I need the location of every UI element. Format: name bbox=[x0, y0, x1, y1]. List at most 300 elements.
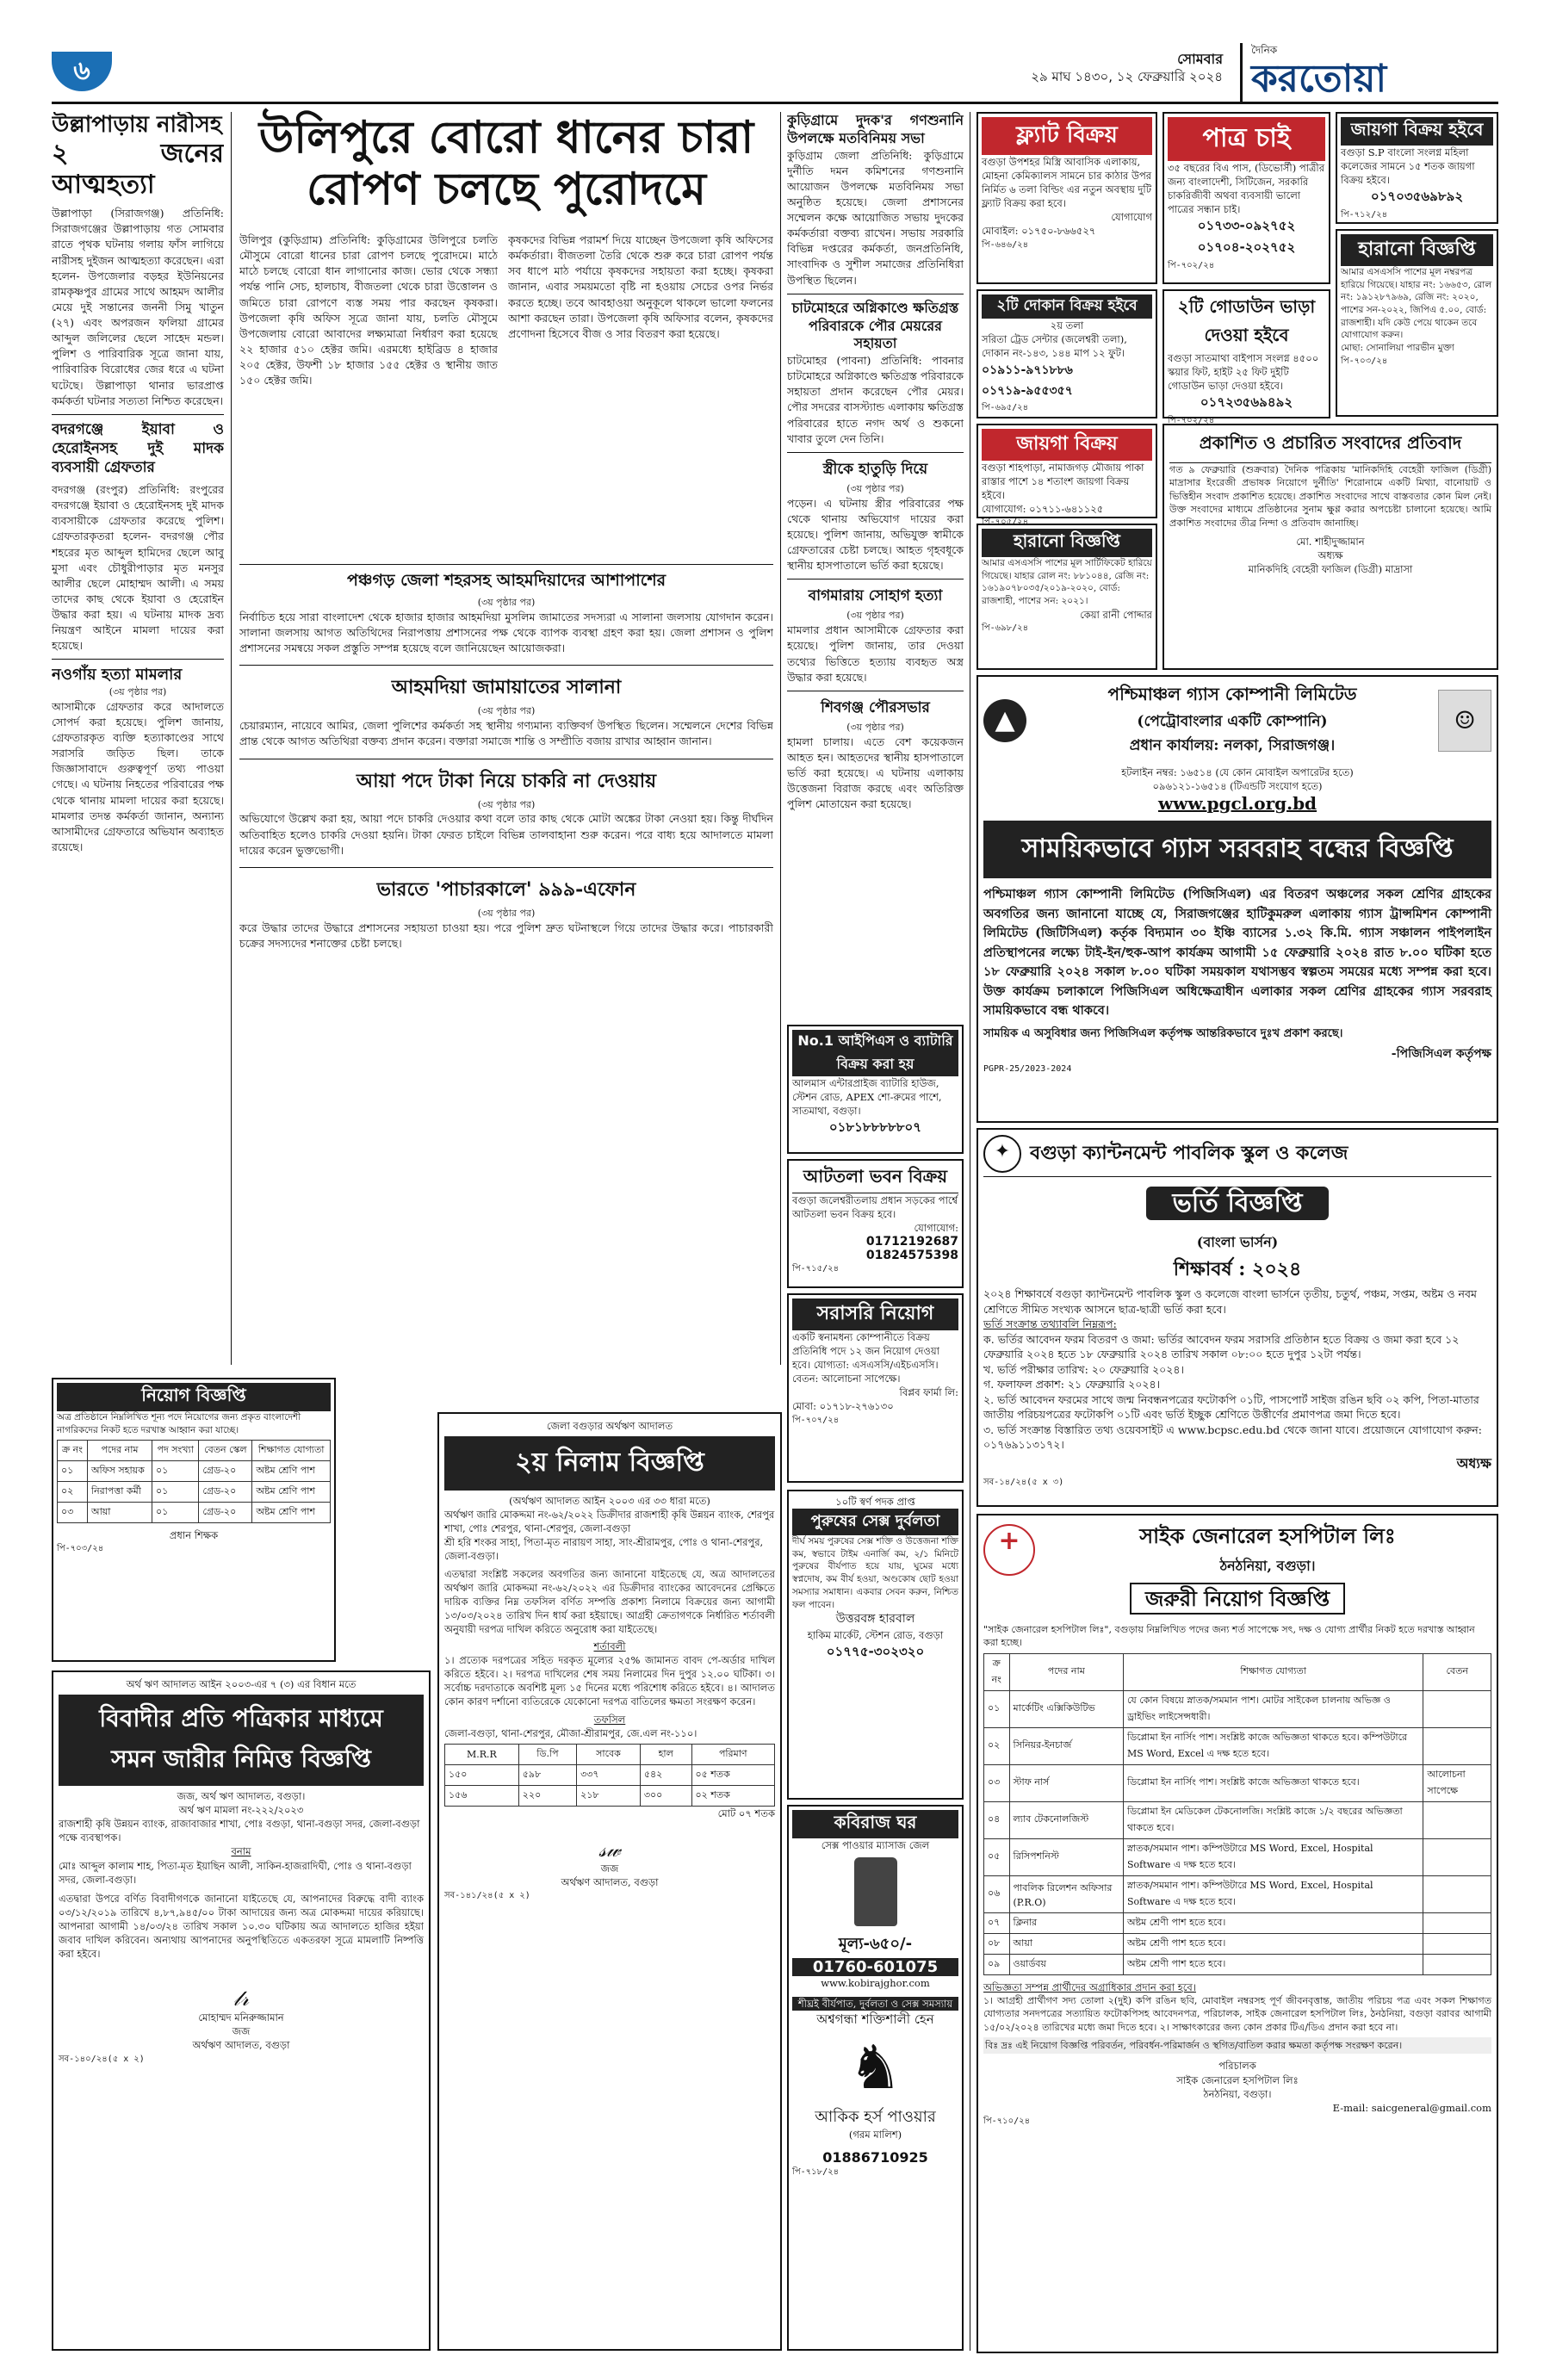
signature-mark-icon: 𝓈𝓌 bbox=[598, 1837, 621, 1862]
signer-name: মো. শাহীদুজ্জামান bbox=[1296, 535, 1365, 548]
table-header-cell: পদের নাম bbox=[87, 1441, 152, 1461]
table-cell: রিসিপশনিস্ট bbox=[1009, 1838, 1123, 1875]
hospital-logo-icon: + bbox=[983, 1524, 1035, 1576]
table-cell bbox=[1423, 1875, 1491, 1912]
masthead bbox=[1240, 43, 1498, 103]
table-cell: গ্রেড-২০ bbox=[199, 1503, 252, 1523]
notice-body: পশ্চিমাঞ্চল গ্যাস কোম্পানী লিমিটেড (পিজিসিএল) এর বিতরণ অঞ্চলের সকল শ্রেণির গ্রাহকের অবগতির জন্য জানানো যাচ্ছে যে, সিরাজগঞ্জের হাটিকুমরুল এলাকায় গ্যাস ট্রান্সমিশন কোম্পানী লিমিটেড (জিটিসিএল) কর্তৃক বিদ্যমান ৩০ ইঞ্চি ব্যাসের ১.৩২ কি.মি. গ্যাস সঞ্চালন পাইপলাইন প্রতিস্থাপনের লক্ষ্যে টাই-ইন/হুক-আপ কার্যক্রম আগামী ১৫ ফেব্রুয়ারি ২০২৪ রাত ৮.০০ ঘটিকা হতে ১৮ ফেব্রুয়ারি ২০২৪ সকাল ৮.০০ ঘটিকা সময়কাল যথাসম্ভব স্বল্পতম সময়ের মধ্যে সম্পন্ন করা হবে। উক্ত কার্যক্রম চলাকালে পিজিসিএল অধিক্ষেত্রাধীন এলাকার সকল শ্রেণির গ্রাহকের গ্যাস সরবরাহ সাময়িকভাবে বন্ধ থাকবে। bbox=[983, 887, 1491, 1018]
table-row bbox=[984, 1764, 1491, 1801]
continuation-note: (৩য় পৃষ্ঠার পর) bbox=[477, 798, 536, 810]
signature: অধ্যক্ষ bbox=[1456, 1454, 1491, 1472]
table-cell: ডিপ্লোমা ইন মেডিকেল টেকনোলজি। সংশ্লিষ্ট কাজে ১/২ বছরের অভিজ্ঞতা থাকতে হবে। bbox=[1123, 1801, 1423, 1838]
date-line: ২৯ মাঘ ১৪৩০, ১২ ফেব্রুয়ারি ২০২৪ bbox=[1031, 69, 1223, 84]
table-cell: অষ্টম শ্রেণী পাশ হতে হবে। bbox=[1123, 1954, 1423, 1974]
table-header-cell: পদ সংখ্যা bbox=[152, 1441, 199, 1461]
ad-title: কবিরাজ ঘর bbox=[792, 1810, 958, 1838]
ad-name: মোছা: সোনালিয়া পারভীন মুক্তা bbox=[1341, 343, 1454, 354]
signer-title: পরিচালক bbox=[1218, 2060, 1256, 2073]
table-cell: স্নাতক/সমমান পাশ। কম্পিউটারে MS Word, Excel, Hospital Software এ দক্ষ হতে হবে। bbox=[1123, 1838, 1423, 1875]
notice-intro: "সাইক জেনারেল হসপিটাল লিঃ", বগুড়ায় নিম্নলিখিত পদের জন্য শর্ত সাপেক্ষে সৎ, দক্ষ ও যোগ্য প্রার্থীর নিকট হতে দরখাস্ত আহ্বান করা হচ্ছে। bbox=[983, 1624, 1475, 1649]
ad-body: বগুড়া সাতমাথা বাইপাস সংলগ্ন ৪৫০০ স্কয়ার ফিট, হাইট ২৫ ফিট দুইটি গোডাউন ভাড়া দেওয়া হইবে। bbox=[1168, 352, 1319, 393]
sub-headline: স্ত্রীকে হাতুড়ি দিয়ে bbox=[787, 452, 964, 482]
table-header-cell: পদের নাম bbox=[1009, 1653, 1123, 1690]
sub-headline: ভারতে 'পাচারকালে' ৯৯৯-এফোন bbox=[239, 867, 773, 907]
ad-title: প্রকাশিত ও প্রচারিত সংবাদের প্রতিবাদ bbox=[1169, 431, 1491, 463]
table-cell: ০১ bbox=[152, 1503, 199, 1523]
table-header-cell: হাল bbox=[640, 1744, 691, 1764]
table-header-cell: ক্র নং bbox=[984, 1653, 1010, 1690]
table-cell: অষ্টম শ্রেণী পাশ হতে হবে। bbox=[1123, 1912, 1423, 1933]
lead-body-left bbox=[239, 232, 498, 560]
ad-ref: পি-৭০৩/২৪ bbox=[57, 1544, 104, 1554]
ad-phone: ০১৮১৮৮৮৮৮০৭ bbox=[828, 1119, 922, 1136]
summons-title: বিবাদীর প্রতি পত্রিকার মাধ্যমে bbox=[99, 1704, 383, 1733]
ad-phone: ০১৭০৩৫৬৯৮৯২ bbox=[1370, 189, 1464, 205]
sub-headline: শিবগঞ্জ পৌরসভার bbox=[787, 691, 964, 721]
store-address: হাকিম মার্কেট, স্টেশন রোড, বগুড়া bbox=[807, 1628, 944, 1641]
version-label: (বাংলা ভার্সন) bbox=[1196, 1234, 1279, 1250]
table-cell: ২২০ bbox=[518, 1785, 576, 1806]
table-cell: ০৮ bbox=[984, 1933, 1010, 1954]
table-cell: আয়া bbox=[1009, 1933, 1123, 1954]
table-header-cell: ক্র নং bbox=[58, 1441, 88, 1461]
case-number: অর্থ ঋণ মামলা নং-২২২/২০২৩ bbox=[178, 1804, 304, 1817]
auction-title: ২য় নিলাম বিজ্ঞপ্তি bbox=[444, 1436, 775, 1491]
table-header-cell: শিক্ষাগত যোগ্যতা bbox=[252, 1441, 331, 1461]
table-header-cell: শিক্ষাগত যোগ্যতা bbox=[1123, 1653, 1423, 1690]
ad-title: অশ্বগন্ধা শক্তিশালী হেন bbox=[816, 2011, 934, 2028]
table-cell: ০১ bbox=[984, 1690, 1010, 1727]
ad-ref: সব-১৪০/২৪(৫ x ২) bbox=[59, 2054, 145, 2064]
ad-court-summons bbox=[52, 1670, 431, 2351]
column-rule bbox=[780, 112, 781, 1365]
ad-top: ১০টি স্বর্ণ পদক প্রাপ্ত bbox=[835, 1496, 915, 1508]
table-header-cell: বেতন bbox=[1423, 1653, 1491, 1690]
schedule-desc: জেলা-বগুড়া, থানা-শেরপুর, মৌজা-শ্রীরামপুর, জে.এল নং-১১০। bbox=[444, 1726, 698, 1739]
table-cell: ৩০০ bbox=[640, 1785, 691, 1806]
auction-body: এতদ্বারা সংশ্লিষ্ট সকলের অবগতির জন্য জানানো যাইতেছে যে, অত্র আদালতের অর্থঋণ জারি মোকদ্দমা নং-৬২/২০২২ এর ডিক্রীদার ব্যাংকের আবেদনের প্রেক্ষিতে দায়িক ব্যক্তির নিম্ন তফসিল বর্ণিত সম্পত্তি প্রকাশ্য নিলামে বিক্রয়ের জন্য আগামী ১৩/০৩/২০২৪ তারিখ দিন ধার্য করা হইয়াছে। আগ্রহী ক্রেতাগণকে নির্ধারিত শর্তাবলী অনুযায়ী দরপত্র দাখিল করিতে অনুরোধ করা যাইতেছে। bbox=[444, 1567, 775, 1635]
court-name: জজ, অর্থ ঋণ আদালত, বগুড়া। bbox=[177, 1790, 306, 1803]
table-cell: গ্রেড-২০ bbox=[199, 1482, 252, 1503]
continuation-note: (৩য় পৃষ্ঠার পর) bbox=[477, 597, 536, 608]
day-label: সোমবার bbox=[1177, 51, 1223, 67]
table-cell: ০৩ bbox=[58, 1503, 88, 1523]
article-body: নির্বাচিত হয়ে সারা বাংলাদেশ থেকে হাজার হাজার আহমদিয়া মুসলিম জামাতের সদস্যরা এ সালানা জলসায় যোগদান করেন। সালানা জলসায় আগত অতিথিদের নিরাপত্তায় প্রশাসনের পক্ষ থেকে ব্যাপক ব্যবস্থা গ্রহণ করা হয়। জেলা প্রশাসন ও পুলিশ প্রশাসনের সমন্বয়ে সকল প্রস্তুতি সম্পন্ন হয়েছে বলে জানিয়েছেন আয়োজকরা। bbox=[239, 610, 773, 655]
table-row bbox=[984, 1875, 1491, 1912]
table-row bbox=[58, 1503, 331, 1523]
hospital-name: সাইক জেনারেল হসপিটাল লিঃ bbox=[1139, 1523, 1396, 1548]
continuation-note: (৩য় পৃষ্ঠার পর) bbox=[846, 610, 904, 622]
ad-phone: ০১৭২৩৫৬৯৪৯২ bbox=[1200, 394, 1293, 411]
table-row bbox=[445, 1764, 775, 1785]
court-title: জেলা বগুড়ার অর্থঋণ আদালত bbox=[546, 1420, 673, 1432]
horse-icon: ♞ bbox=[848, 2032, 902, 2104]
notice-banner: সাময়িকভাবে গ্যাস সরবরাহ বন্ধের বিজ্ঞপ্তি bbox=[983, 821, 1491, 878]
price: মূল্য-৬৫০/- bbox=[838, 1935, 913, 1954]
ad-title: ২টি দোকান বিক্রয় হইবে bbox=[982, 294, 1152, 319]
ad-body: আলমাস এন্টারপ্রাইজ ব্যাটারি হাউজ, স্টেশন রোড, APEX শো-রুমের পাশে, সাতমাথা, বগুড়া। bbox=[792, 1077, 942, 1118]
table-cell: ০৫ bbox=[984, 1838, 1010, 1875]
table-cell: ০৪ bbox=[984, 1801, 1010, 1838]
ad-godown-rent bbox=[1162, 289, 1330, 426]
academic-year: শিক্ষাবর্ষ : ২০২৪ bbox=[1173, 1258, 1302, 1280]
article-body: চেয়ারম্যান, নায়েবে আমির, জেলা পুলিশের কর্মকর্তা সহ স্থানীয় গণ্যমান্য ব্যক্তিবর্গ উপস্থিত ছিলেন। সম্মেলনে দেশের বিভিন্ন প্রান্ত থেকে আগত অতিথিরা বক্তব্য প্রদান করেন। বক্তারা সমাজে শান্তি ও সম্প্রীতি বজায় রাখার আহ্বান জানান। bbox=[239, 719, 773, 748]
flame-logo-icon: ▲ bbox=[983, 699, 1026, 742]
table-cell: অষ্টম শ্রেণী পাশ হতে হবে। bbox=[1123, 1933, 1423, 1954]
table-row bbox=[984, 1801, 1491, 1838]
ad-contact-label: যোগাযোগ bbox=[1111, 211, 1152, 224]
table-cell: ৫৪২ bbox=[640, 1764, 691, 1785]
ad-title: ফ্ল্যাট বিক্রয় bbox=[982, 117, 1152, 155]
ad-title: সরাসরি নিয়োগ bbox=[792, 1298, 958, 1330]
table-cell: যে কোন বিষয়ে স্নাতক/সমমান পাশ। মোটর সাইকেল চালনায় অভিজ্ঞ ও ড্রাইভিং লাইসেন্সধারী। bbox=[1123, 1690, 1423, 1727]
notice-item: ৩. ভর্তি সংক্রান্ত বিস্তারিত তথ্য ওয়েবসাইট এ www.bcpsc.edu.bd থেকে জানা যাবে। প্রয়োজনে যোগাযোগ করুন: ০১৭৬৯১১৩১৭২। bbox=[983, 1422, 1482, 1451]
ad-body: অত্র প্রতিষ্ঠানে নিম্নলিখিত শূন্য পদে নিয়োগের জন্য প্রকৃত বাংলাদেশী নাগরিকদের নিকট হতে দরখাস্ত আহ্বান করা যাচ্ছে। bbox=[57, 1412, 301, 1435]
hotline: হটলাইন নম্বর: ১৬৫১৪ (যে কোন মোবাইল অপারেটর হতে) bbox=[1121, 766, 1354, 778]
table-row bbox=[58, 1482, 331, 1503]
table-cell: আয়া bbox=[87, 1503, 152, 1523]
notice-item: ২০২৪ শিক্ষাবর্ষে বগুড়া ক্যান্টনমেন্ট পাবলিক স্কুল ও কলেজে বাংলা ভার্সনে তৃতীয়, চতুর্থ, পঞ্চম, সপ্তম, অষ্টম ও নবম শ্রেণিতে সীমিত সংখ্যক আসনে ছাত্র-ছাত্রী ভর্তি করা হবে। bbox=[983, 1287, 1477, 1316]
table-cell: ০২ শতক bbox=[691, 1785, 774, 1806]
signature-mark-icon: 𝓁𝓇 bbox=[233, 1986, 249, 2011]
table-cell bbox=[1423, 1690, 1491, 1727]
signer-title: জজ bbox=[232, 2025, 251, 2038]
ad-building-sale bbox=[787, 1159, 964, 1288]
table-cell: ০৩ bbox=[984, 1764, 1010, 1801]
footer-note: বিঃ দ্রঃ এই নিয়োগ বিজ্ঞপ্তি পরিবর্তন, পরিবর্ধন-পরিমার্জন ও স্থগিত/বাতিল করার ক্ষমতা কর্তৃপক্ষ সংরক্ষণ করেন। bbox=[983, 2037, 1491, 2054]
ad-phone: 01712192687 bbox=[865, 1235, 958, 1249]
news-column-left bbox=[52, 112, 224, 1365]
table-cell bbox=[1423, 1912, 1491, 1933]
portrait-icon: ☺ bbox=[1438, 690, 1491, 752]
table-cell: ল্যাব টেকনোলজিস্ট bbox=[1009, 1801, 1123, 1838]
table-cell: অষ্টম শ্রেণি পাশ bbox=[252, 1461, 331, 1482]
table-cell: ০১ bbox=[152, 1482, 199, 1503]
table-cell: ০৯ bbox=[984, 1954, 1010, 1974]
ad-body: বগুড়া S.P বাংলো সংলগ্ন মহিলা কলেজের সামনে ১৫ শতক জায়গা বিক্রয় হইবে। bbox=[1341, 146, 1475, 187]
ad-flat-sale bbox=[976, 112, 1157, 284]
ad-body: বগুড়া শাহপাড়া, নামাজগড় মৌজায় পাকা রাস্তার পাশে ১৪ শতাংশ জায়গা বিক্রয় হইবে। bbox=[982, 462, 1144, 502]
ad-title: আটতলা ভবন বিক্রয় bbox=[792, 1164, 958, 1193]
news-block-center bbox=[239, 564, 773, 1365]
table-cell: স্টাফ নার্স bbox=[1009, 1764, 1123, 1801]
table-cell: পাবলিক রিলেশন অফিসার (P.R.O) bbox=[1009, 1875, 1123, 1912]
ad-herbal bbox=[787, 1805, 964, 2351]
table-row bbox=[445, 1785, 775, 1806]
versus-label: বনাম bbox=[231, 1845, 251, 1858]
article-body: কৃষকদের বিভিন্ন পরামর্শ দিয়ে যাচ্ছেন উপজেলা কৃষি অফিসের কর্মকর্তারা। বীজতলা তৈরি থেকে শুরু করে চারা রোপণ পর্যন্ত সব ধাপে মাঠ পর্যায়ে কৃষকদের সহায়তা করা হচ্ছে। কৃষকরা জানান, এবার সময়মতো বৃষ্টি না হওয়ায় সেচের ওপর নির্ভর করতে হচ্ছে। তবে আবহাওয়া অনুকূলে থাকলে ভালো ফলনের আশা করছেন তারা। উপজেলা কৃষি অফিসার বলেন, কৃষকদের প্রণোদনা হিসেবে বীজ ও সার বিতরণ করা হয়েছে। bbox=[508, 233, 773, 340]
ad-ref: পি-৬৯৮/২৪ bbox=[982, 623, 1029, 633]
summons-top: অর্থ ঋণ আদালত আইন ২০০৩-এর ৭ (৩) এর বিধান মতে bbox=[126, 1678, 356, 1690]
ad-phone: 01886710925 bbox=[822, 2148, 928, 2166]
sub-headline: বাগমারায় সোহাগ হত্যা bbox=[787, 579, 964, 609]
signature: প্রধান শিক্ষক bbox=[169, 1529, 219, 1542]
sub-headline: বদরগঞ্জে ইয়াবা ও হেরোইনসহ দুই মাদক ব্যবসায়ী গ্রেফতার bbox=[52, 414, 224, 477]
hospital-place: ঠনঠনিয়া, বগুড়া। bbox=[1219, 1558, 1316, 1574]
table-cell: গ্রেড-২০ bbox=[199, 1461, 252, 1482]
ad-phone: 01760-601075 bbox=[792, 1958, 958, 1976]
notice-subtitle: ভর্তি সংক্রান্ত তথ্যাবলি নিম্নরূপ: bbox=[983, 1317, 1117, 1330]
school-crest-icon: ✦ bbox=[983, 1135, 1021, 1173]
auction-subtitle: (অর্থঋণ আদালত আইন ২০০৩ এর ৩৩ ধারা মতে) bbox=[509, 1495, 710, 1508]
table-cell: ৫৯৮ bbox=[518, 1764, 576, 1785]
ad-ref: পি-৭০৭/২৪ bbox=[792, 1415, 840, 1425]
table-cell: ০২ bbox=[984, 1727, 1010, 1764]
table-cell: ওয়ার্ডবয় bbox=[1009, 1954, 1123, 1974]
ad-body: একটি স্বনামধন্য কোম্পানীতে বিক্রয় প্রতিনিধি পদে ১২ জন নিয়োগ দেওয়া হবে। যোগ্যতা: এসএসসি/এইচএসসি। বেতন: আলোচনা সাপেক্ষে। bbox=[792, 1331, 939, 1385]
website-link[interactable]: www.kobirajghor.com bbox=[821, 1977, 930, 1990]
table-cell bbox=[1423, 1801, 1491, 1838]
column-rule bbox=[231, 112, 232, 1365]
schedule-table bbox=[444, 1744, 775, 1807]
page-number-badge: ৬ bbox=[52, 52, 112, 91]
article-body: উলিপুর (কুড়িগ্রাম) প্রতিনিধি: কুড়িগ্রামের উলিপুরে চলতি মৌসুমে বোরো ধানের চারা রোপণ চলছে পুরোদমে। মাঠে মাঠে চলছে বোরো ধান লাগানোর কাজ। ভোর থেকে সন্ধ্যা পর্যন্ত পানি সেচ, হালচাষ, বীজতলা থেকে চারা উত্তোলন ও জমিতে চারা রোপণে ব্যস্ত সময় পার করছেন কৃষকরা। উপজেলা কৃষি অফিস সূত্রে জানা যায়, চলতি মৌসুমে উপজেলায় বোরো আবাদের লক্ষ্যমাত্রা নির্ধারণ করা হয়েছে ২২ হাজার ৫১০ হেক্টর জমি। এরমধ্যে হাইব্রিড ৪ হাজার ২০৫ হেক্টর, উফশী ১৮ হাজার ১৫৫ হেক্টর ও স্থানীয় জাত ১৫০ হেক্টর জমি। bbox=[239, 233, 498, 387]
table-cell: স্নাতক/সমমান পাশ। কম্পিউটারে MS Word, Excel, Hospital Software এ দক্ষ হতে হবে। bbox=[1123, 1875, 1423, 1912]
ad-ref: পি-৭১৫/২৪ bbox=[792, 1264, 840, 1274]
ad-phone: মোবা: ০১৭১৮-২৭৬১৩০ bbox=[792, 1400, 894, 1413]
ad-phone: ০১৭৩৩-০৯২৭৫২ bbox=[1197, 218, 1296, 234]
ad-groom-wanted bbox=[1162, 112, 1330, 284]
table-cell: ডিপ্লোমা ইন নার্সিং পাশ। সংশ্লিষ্ট কাজে অভিজ্ঞতা থাকতে হবে। bbox=[1123, 1764, 1423, 1801]
ad-ref: পি-৭০২/২৪ bbox=[1168, 261, 1215, 271]
ad-ref: পি-৬৪৬/২৪ bbox=[982, 239, 1029, 250]
table-row bbox=[984, 1690, 1491, 1727]
table-cell: ০৭ bbox=[984, 1912, 1010, 1933]
table-cell bbox=[1423, 1838, 1491, 1875]
headline: উল্লাপাড়ায় নারীসহ bbox=[52, 112, 222, 138]
ad-title: আকিক হর্স পাওয়ার bbox=[815, 2108, 936, 2127]
continuation-note: (৩য় পৃষ্ঠার পর) bbox=[477, 907, 536, 919]
ad-contact-label: যোগাযোগ: bbox=[914, 1222, 958, 1235]
article-body: করে উদ্ধার তাদের উদ্ধারে প্রশাসনের সহায়তা চাওয়া হয়। পরে পুলিশ দ্রুত ঘটনাস্থলে গিয়ে তাদের উদ্ধার করে। পাচারকারী চক্রের সদস্যদের শনাক্তের চেষ্টা চলছে। bbox=[239, 920, 773, 950]
ad-phone: ০১৯১১-৯৭১৮৮৬ bbox=[982, 363, 1073, 378]
ad-body: দীর্ঘ সময় পুরুষের সেক্স শক্তি ও উত্তেজনা শক্তি কম, স্বভাবে টাইম এনার্জি কম, ২/১ মিনিটে পুরুষের বীর্যপাত হয়ে যায়, ঘুমের মধ্যে স্বপ্নদোষ, কম বীর্য হওয়া, অণ্ডকোষ ছোট হওয়া সমস্যার সমাধান। একবার সেবন করুন, নিশ্চিত ফল পাবেন। bbox=[792, 1536, 958, 1610]
ad-body: ৩৫ বছরের বিএ পাস, (ডিভোর্সী) পাত্রীর জন্য বাংলাদেশী, সিটিজেন, সরকারি চাকরিজীবী অথবা ব্যবসায়ী ভালো পাত্রের সন্ধান চাই। bbox=[1168, 162, 1325, 216]
table-cell: ১৫৬ bbox=[445, 1785, 519, 1806]
ad-health-product bbox=[787, 1490, 964, 1800]
signer-place: ঠনঠনিয়া, বগুড়া। bbox=[1203, 2087, 1272, 2100]
ad-ref: সব-১৪১/২৪(৫ x ২) bbox=[444, 1890, 530, 1900]
table-row bbox=[984, 1912, 1491, 1933]
ad-phone: ০১৭১৯-৯৫৫৩৫৭ bbox=[982, 384, 1073, 399]
ad-title: হারানো বিজ্ঞপ্তি bbox=[982, 529, 1152, 557]
apology: সাময়িক এ অসুবিধার জন্য পিজিসিএল কর্তৃপক্ষ আন্তরিকভাবে দুঃখ প্রকাশ করছে। bbox=[983, 1027, 1343, 1041]
ad-subtitle: (গরম মালিশ) bbox=[848, 2129, 902, 2141]
lead-headline: উলিপুরে বোরো ধানের চারা bbox=[258, 111, 754, 164]
masthead-small: দৈনিক bbox=[1251, 44, 1278, 56]
table-cell: ডিপ্লোমা ইন নার্সিং পাশ। সংশ্লিষ্ট কাজে অভিজ্ঞতা থাকতে হবে। কম্পিউটারে MS Word, Excel এ দক্ষ হতে হবে। bbox=[1123, 1727, 1423, 1764]
ad-title: জায়গা বিক্রয় bbox=[982, 429, 1152, 461]
ad-body: গত ৯ ফেব্রুয়ারি (শুক্রবার) দৈনিক পত্রিকায় 'মানিকদিহি বেহেরী ফাজিল (ডিগ্রী) মাদ্রাসার ইংরেজী প্রভাষক নিয়োগে দুর্নীতি' শিরোনামে একটি মিথ্যা, বানোয়াট ও ভিত্তিহীন সংবাদ প্রকাশিত হয়েছে। প্রকাশিত সংবাদের সাথে বাস্তবতার কোন মিল নেই। উক্ত সংবাদের মাধ্যমে প্রতিষ্ঠানের সুনাম ক্ষুণ্ণ করার অপচেষ্টা চালানো হয়েছে। আমি প্রকাশিত সংবাদের তীব্র নিন্দা ও প্রতিবাদ জানাচ্ছি। bbox=[1169, 464, 1491, 529]
ad-subtitle: শীঘ্রই বীর্যপাত, দুর্বলতা ও সেক্স সমস্যায় bbox=[792, 1997, 958, 2011]
ad-subtitle: ২য় তলা bbox=[1050, 319, 1084, 332]
ad-title: নিয়োগ বিজ্ঞপ্তি bbox=[57, 1383, 331, 1411]
ad-land-sale bbox=[1336, 112, 1498, 224]
debtor-info: শ্রী হরি শংকর সাহা, পিতা-মৃত নারায়ণ সাহা, সাং-শ্রীরামপুর, পোঃ ও থানা-শেরপুর, জেলা-বগুড়া। bbox=[444, 1536, 764, 1563]
ad-hospital-recruitment bbox=[976, 1514, 1498, 2353]
table-row bbox=[984, 1954, 1491, 1974]
ad-pgcl-gas-notice bbox=[976, 675, 1498, 1123]
ad-battery bbox=[787, 1025, 964, 1154]
ad-phone: ০১৭৭৫-৩০২৩২০ bbox=[826, 1643, 925, 1659]
table-cell: মার্কেটিং এক্সিকিউটিভ bbox=[1009, 1690, 1123, 1727]
website-link[interactable]: www.pgcl.org.bd bbox=[1157, 793, 1318, 815]
ad-ref: পি-৭০৩/২৪ bbox=[1341, 356, 1388, 366]
notice-body: ১। আগ্রহী প্রার্থীগণ সদ্য তোলা ২(দুই) কপি রঙিন ছবি, মোবাইল নম্বরসহ পূর্ণ জীবনবৃত্তান্ত, জাতীয় পরিচয় পত্র এবং সকল শিক্ষাগত যোগ্যতার সনদপত্রের সত্যায়িত ফটোকপিসহ আবেদনপত্র, পরিচালক, সাইক জেনারেল হসপিটাল লিঃ, ঠনঠনিয়া, বগুড়া বরাবর আগামী ১৫/০২/২০২৪ তারিখের মধ্যে জমা দিতে হবে। ২। সাক্ষাৎকারের জন্য কোন প্রকার টিএ/ডিএ প্রদান করা হবে না। bbox=[983, 1994, 1491, 2033]
ad-recruitment-small bbox=[52, 1378, 336, 1662]
signer-title: জজ bbox=[600, 1862, 619, 1875]
notice-banner: ভর্তি বিজ্ঞপ্তি bbox=[1146, 1187, 1328, 1220]
notice-item: ক. ভর্তির আবেদন ফরম বিতরণ ও জমা: ভর্তির আবেদন ফরম সরাসরি প্রতিষ্ঠান হতে বিক্রয় ও জমা করা হবে ১২ ফেব্রুয়ারি ২০২৪ হতে ১৮ ফেব্রুয়ারি ২০২৪ তারিখ সকাল ০৮:০০ হতে দুপুর ১২টা পর্যন্ত। bbox=[983, 1332, 1460, 1360]
table-cell: ২১৮ bbox=[577, 1785, 641, 1806]
ad-direct-recruitment bbox=[787, 1293, 964, 1483]
ad-ref: PGPR-25/2023-2024 bbox=[983, 1064, 1072, 1075]
terms-title: শর্তাবলী bbox=[593, 1640, 626, 1653]
signer-court: অর্থঋণ আদালত, বগুড়া bbox=[192, 2039, 290, 2052]
ad-lost-notice bbox=[976, 524, 1157, 670]
table-cell: অফিস সহায়ক bbox=[87, 1461, 152, 1482]
terms-body: ১। প্রত্যেক দরপত্রের সহিত দরকৃত মূল্যের ২৫% জামানত বাবদ পে-অর্ডার দাখিল করিতে হইবে। ২। দরপত্র দাখিলের শেষ সময় নিলামের দিন দুপুর ১২.০০ ঘটিকা। ৩। সর্বোচ্চ দরদাতাকে অবশিষ্ট মূল্য ১৫ দিনের মধ্যে পরিশোধ করিতে হইবে। ৪। আদালত কোন কারণ দর্শানো ব্যতিরেকে যেকোনো দরপত্র বাতিলের ক্ষমতা সংরক্ষণ করেন। bbox=[444, 1654, 775, 1708]
company-sub: (পেট্রোবাংলার একটি কোম্পানি) bbox=[1137, 713, 1328, 730]
ad-body: আমার এসএসসি পাশের মূল নম্বরপত্র হারিয়ে গিয়েছে। যাহার নং: ১৬৬৫৩, রোল নং: ১৯১২৮৭৯৬৯, রেজি নং: ২০২০, পাশের সন-২০২২, জিপিএ ৫.০০, বোর্ড: রাজশাহী। যদি কেউ পেয়ে থাকেন তবে যোগাযোগ করুন। bbox=[1341, 267, 1492, 341]
table-header-cell: পরিমাণ bbox=[691, 1744, 774, 1764]
ad-phone: 01824575398 bbox=[865, 1249, 958, 1263]
table-cell: ৩৩৭ bbox=[577, 1764, 641, 1785]
table-row bbox=[58, 1461, 331, 1482]
table-cell: ০৬ bbox=[984, 1875, 1010, 1912]
article-body: বদরগঞ্জ (রংপুর) প্রতিনিধি: রংপুরের বদরগঞ্জে ইয়াবা ও হেরোইনসহ দুই মাদক ব্যবসায়ীকে গ্রেফতার করেছে পুলিশ। গ্রেফতারকৃতরা হলেন- বদরগঞ্জ পৌর শহরের মৃত আব্দুল হামিদের ছেলে আবু মুসা এবং চৌধুরীপাড়ার মৃত মনসুর আলীর ছেলে মোহাম্মদ আলী। এ সময় তাদের কাছ থেকে ইয়াবা ও হেরোইন উদ্ধার করা হয়। এ ঘটনায় মাদক দ্রব্য নিয়ন্ত্রণ আইনে মামলা দায়ের করা হয়েছে। bbox=[52, 483, 224, 653]
table-cell: অষ্টম শ্রেণি পাশ bbox=[252, 1482, 331, 1503]
signer-title: অধ্যক্ষ bbox=[1318, 549, 1343, 562]
headline: ২ জনের আত্মহত্যা bbox=[52, 139, 224, 201]
ad-subtitle: সেক্স পাওয়ার ম্যাসাজ জেল bbox=[821, 1839, 930, 1851]
ad-contact-name: বিপ্লব ফার্মা লি: bbox=[899, 1386, 958, 1399]
ad-title: ২টি গোডাউন ভাড়া দেওয়া হইবে bbox=[1177, 296, 1316, 345]
ad-shop-sale bbox=[976, 289, 1157, 418]
ad-name: কেয়া রানী পোদ্দার bbox=[1080, 608, 1152, 621]
ad-ref: পি-৬৯৫/২৪ bbox=[982, 403, 1029, 413]
ad-body: বগুড়া জলেশ্বরীতলায় প্রধান সড়কের পার্শ্বে আটতলা ভবন বিক্রয় হবে। bbox=[792, 1194, 958, 1221]
schedule-title: তফসিল bbox=[593, 1713, 626, 1726]
ad-ref: পি-৭১৮/২৪ bbox=[792, 2166, 840, 2177]
table-cell: ০২ bbox=[58, 1482, 88, 1503]
continuation-note: (৩য় পৃষ্ঠার পর) bbox=[477, 705, 536, 717]
ad-ref: পি-৭০৫/২৪ bbox=[982, 518, 1029, 528]
table-cell bbox=[1423, 1933, 1491, 1954]
ad-land-sale bbox=[976, 424, 1157, 528]
positions-table bbox=[983, 1653, 1491, 1975]
case-info: অর্থঋণ জারি মোকদ্দমা নং-৬২/২০২২ ডিক্রীদার রাজশাহী কৃষি উন্নয়ন ব্যাংক, শেরপুর শাখা, পোঃ শেরপুর, থানা-শেরপুর, জেলা-বগুড়া bbox=[444, 1509, 775, 1535]
signer-org: মানিকদিহি বেহেরী ফাজিল (ডিগ্রী) মাদ্রাসা bbox=[1248, 563, 1413, 576]
sub-headline: আয়া পদে টাকা নিয়ে চাকরি না দেওয়ায় bbox=[239, 759, 773, 798]
table-cell: ০১ bbox=[152, 1461, 199, 1482]
ad-body: সরিতা ট্রেড সেন্টার (জলেশ্বরী তলা), দোকান নং-১৪৩, ১৪৪ মাপ ১২ ফুট। bbox=[982, 333, 1127, 360]
defendant: মোঃ আব্দুল কালাম শাহ, পিতা-মৃত ইয়াছিন আলী, সাকিন-হাজরাদিঘী, পোঃ ও থানা-বগুড়া সদর, জেলা-বগুড়া। bbox=[59, 1859, 412, 1886]
lead-headline-block bbox=[239, 112, 773, 224]
signature: -পিজিসিএল কর্তৃপক্ষ bbox=[1391, 1047, 1491, 1062]
company-office: প্রধান কার্যালয়: নলকা, সিরাজগঞ্জ। bbox=[1129, 737, 1336, 754]
signer-court: অর্থঋণ আদালত, বগুড়া bbox=[561, 1875, 659, 1888]
table-cell: ০১ bbox=[58, 1461, 88, 1482]
table-row bbox=[984, 1933, 1491, 1954]
signer-name: সাইক জেনারেল হসপিটাল লিঃ bbox=[1176, 2073, 1299, 2086]
table-row bbox=[984, 1727, 1491, 1764]
ad-ref: পি-৭১২/২৪ bbox=[1341, 210, 1388, 220]
header-rule bbox=[52, 102, 1498, 104]
ad-title: হারানো বিজ্ঞপ্তি bbox=[1341, 234, 1493, 266]
notice-item: খ. ভর্তি পরীক্ষার তারিখ: ২০ ফেব্রুয়ারি ২০২৪। bbox=[983, 1362, 1184, 1376]
lead-headline: রোপণ চলছে পুরোদমে bbox=[307, 162, 706, 215]
article-body: চাটমোহর (পাবনা) প্রতিনিধি: পাবনার চাটমোহরে অগ্নিকাণ্ডে ক্ষতিগ্রস্ত পরিবারকে সহায়তা প্রদান করেছেন পৌর মেয়র। পৌর সদরের বাসস্ট্যান্ড এলাকায় ক্ষতিগ্রস্ত পরিবারের হাতে নগদ অর্থ ও শুকনো খাবার তুলে দেন তিনি। bbox=[787, 354, 964, 445]
positions-table bbox=[57, 1440, 331, 1523]
table-cell: নিরাপত্তা কর্মী bbox=[87, 1482, 152, 1503]
table-cell: আলোচনা সাপেক্ষে bbox=[1423, 1764, 1491, 1801]
table-row bbox=[984, 1838, 1491, 1875]
ad-school-admission bbox=[976, 1128, 1498, 1507]
ad-phone: মোবাইল: ০১৭৫০-৮৬৬৫২৭ bbox=[982, 225, 1096, 238]
hotline2: ০৯৬১২১-১৬৫১৪ (টিএন্ডটি সংযোগ হতে) bbox=[1152, 780, 1323, 793]
ad-title: পুরুষের সেক্স দুর্বলতা bbox=[792, 1509, 958, 1535]
bottle-icon bbox=[854, 1857, 897, 1926]
ad-ref: পি-৭১০/২৪ bbox=[983, 2116, 1031, 2126]
ad-ref: সব-১৪/২৪(৫ x ৩) bbox=[983, 1477, 1064, 1487]
ad-body: বগুড়া উপশহর মিস্ত্রি আবাসিক এলাকায়, মোহনা কেমিক্যালস সামনে চার কাঠার উপর নির্মিত ৬ তলা বিল্ডিং এর নতুন অবস্থায় দুটি ফ্ল্যাট বিক্রয় করা হবে। bbox=[982, 156, 1152, 210]
table-cell: ০৫ শতক bbox=[691, 1764, 774, 1785]
article-body: আসামীকে গ্রেফতার করে আদালতে সোপর্দ করা হয়েছে। পুলিশ জানায়, গ্রেফতারকৃত ব্যক্তি হত্যাকাণ্ডের সাথে সরাসরি জড়িত ছিল। তাকে জিজ্ঞাসাবাদে গুরুত্বপূর্ণ তথ্য পাওয়া গেছে। এ ঘটনায় নিহতের পরিবারের পক্ষ থেকে থানায় মামলা দায়ের করা হয়েছে। মামলার তদন্ত কর্মকর্তা জানান, অন্যান্য আসামীদের গ্রেফতারে অভিযান অব্যাহত রয়েছে। bbox=[52, 699, 224, 853]
masthead-name: করতোয়া bbox=[1251, 57, 1387, 101]
sub-headline: চাটমোহরে অগ্নিকাণ্ডে ক্ষতিগ্রস্ত পরিবারকে পৌর মেয়রের সহায়তা bbox=[787, 294, 964, 353]
article-body: উল্লাপাড়া (সিরাজগঞ্জ) প্রতিনিধি: সিরাজগঞ্জের উল্লাপাড়ায় গত সোমবার রাতে পৃথক ঘটনায় গলায় ফাঁস লাগিয়ে নারীসহ দুইজন আত্মহত্যা করেছেন। এরা হলেন- উপজেলার বড়হর ইউনিয়নের রামকৃষ্ণপুর গ্রামের সাথে আহমদ আলীর মেয়ে দুই সন্তানের জননী সিমু খাতুন (২৭) এবং অপরজন ফলিয়া গ্রামের আব্দুল জলিলের ছেলে সাহেদ মন্ডল। পুলিশ ও পারিবারিক সূত্রে জানা যায়, পারিবারিক বিরোধের জের ধরে এ ঘটনা ঘটেছে। উল্লাপাড়া থানার ভারপ্রাপ্ত কর্মকর্তা ঘটনার সত্যতা নিশ্চিত করেছেন। bbox=[52, 207, 224, 407]
table-cell: অষ্টম শ্রেণি পাশ bbox=[252, 1503, 331, 1523]
ad-body: আমার এসএসসি পাশের মূল সার্টিফিকেট হারিয়ে গিয়েছে। যাহার রোল নং: ৮৮১০৪৪, রেজি নং: ১৬১৯০৭৮০৩৫/২০১৯-২০২০, বোর্ড: রাজশাহী, পাশের সন: ২০২১। bbox=[982, 558, 1152, 607]
ad-lost-notice bbox=[1336, 229, 1498, 417]
sub-headline: আহমদিয়া জামায়াতের সালানা bbox=[239, 665, 773, 704]
table-cell: ১৫০ bbox=[445, 1764, 519, 1785]
ad-title: পাত্র চাই bbox=[1168, 117, 1325, 161]
table-cell: সিনিয়র-ইনচার্জ bbox=[1009, 1727, 1123, 1764]
store-name: উত্তরবঙ্গ হারবাল bbox=[835, 1612, 915, 1627]
notice-item: গ. ফলাফল প্রকাশ: ২১ ফেব্রুয়ারি ২০২৪। bbox=[983, 1378, 1161, 1391]
sub-headline: নওগাঁয় হত্যা মামলার bbox=[52, 659, 224, 685]
continuation-note: (৩য় পৃষ্ঠার পর) bbox=[846, 721, 904, 733]
sub-headline: কুড়িগ্রামে দুদক'র গণশুনানি উপলক্ষে মতবিনিময় সভা bbox=[787, 112, 964, 146]
article-body: মামলার প্রধান আসামীকে গ্রেফতার করা হয়েছে। পুলিশ জানায়, তার দেওয়া তথ্যের ভিত্তিতে হত্যায় ব্যবহৃত অস্ত্র উদ্ধার করা হয়েছে। bbox=[787, 623, 964, 684]
table-header-cell: সাবেক bbox=[577, 1744, 641, 1764]
table-header-cell: ডি.পি bbox=[518, 1744, 576, 1764]
continuation-note: (৩য় পৃষ্ঠার পর) bbox=[846, 482, 904, 494]
table-header-cell: বেতন স্কেল bbox=[199, 1441, 252, 1461]
lead-body-right bbox=[508, 232, 773, 560]
school-name: বগুড়া ক্যান্টনমেন্ট পাবলিক স্কুল ও কলেজ bbox=[1030, 1141, 1348, 1164]
email[interactable]: E-mail: saicgeneral@gmail.com bbox=[1332, 2101, 1491, 2114]
summons-title: সমন জারীর নিমিত্ত বিজ্ঞপ্তি bbox=[111, 1745, 371, 1774]
ad-title: No.1 আইপিএস ও ব্যাটারি বিক্রয় করা হয় bbox=[792, 1030, 958, 1076]
continuation-note: (৩য় পৃষ্ঠার পর) bbox=[108, 685, 167, 697]
article-body: কুড়িগ্রাম জেলা প্রতিনিধি: কুড়িগ্রামে দুর্নীতি দমন কমিশনের গণশুনানি আয়োজন উপলক্ষে মতবিনিময় সভা অনুষ্ঠিত হয়েছে। জেলা প্রশাসনের সম্মেলন কক্ষে আয়োজিত সভায় দুদকের কর্মকর্তারা বক্তব্য রাখেন। সভায় সরকারি বিভিন্ন দপ্তরের কর্মকর্তা, জনপ্রতিনিধি, সাংবাদিক ও সুশীল সমাজের প্রতিনিধিরা উপস্থিত ছিলেন। bbox=[787, 148, 964, 287]
table-cell bbox=[1423, 1954, 1491, 1974]
table-header-cell: M.R.R bbox=[445, 1744, 519, 1764]
table-cell: ক্লিনার bbox=[1009, 1912, 1123, 1933]
ad-ref: পি-৭০২/২৪ bbox=[1168, 416, 1215, 426]
ad-phone: যোগাযোগ: ০১৭১১-৬৪১১২৫ bbox=[982, 503, 1104, 516]
schedule-total: মোট ০৭ শতক bbox=[717, 1807, 775, 1819]
signer-name: মোহাম্মদ মনিরুজ্জামান bbox=[198, 2011, 284, 2024]
article-body: পড়েন। এ ঘটনায় স্ত্রীর পরিবারের পক্ষ থেকে থানায় অভিযোগ দায়ের করা হয়েছে। পুলিশ জানায়, অভিযুক্ত স্বামীকে গ্রেফতারের চেষ্টা চলছে। আহত গৃহবধূকে স্থানীয় হাসপাতালে ভর্তি করা হয়েছে। bbox=[787, 496, 964, 573]
article-body: অভিযোগে উল্লেখ করা হয়, আয়া পদে চাকরি দেওয়ার কথা বলে তার কাছ থেকে মোটা অঙ্কের টাকা নেওয়া হয়। কিন্তু দীর্ঘদিন অতিবাহিত হলেও চাকরি দেওয়া হয়নি। টাকা ফেরত চাইলে বিভিন্ন তালবাহানা শুরু করেন। পরে বাধ্য হয়ে আদালতে মামলা দায়ের করেন ভুক্তভোগী। bbox=[239, 812, 773, 857]
notice-subtitle: অভিজ্ঞতা সম্পন্ন প্রার্থীদের অগ্রাধিকার প্রদান করা হবে। bbox=[983, 1980, 1196, 1993]
table-cell bbox=[1423, 1727, 1491, 1764]
plaintiff: রাজশাহী কৃষি উন্নয়ন ব্যাংক, রাজাবাজার শাখা, পোঃ বগুড়া, থানা-বগুড়া সদর, জেলা-বগুড়া পক্ষে ব্যবস্থাপক। bbox=[59, 1818, 420, 1844]
